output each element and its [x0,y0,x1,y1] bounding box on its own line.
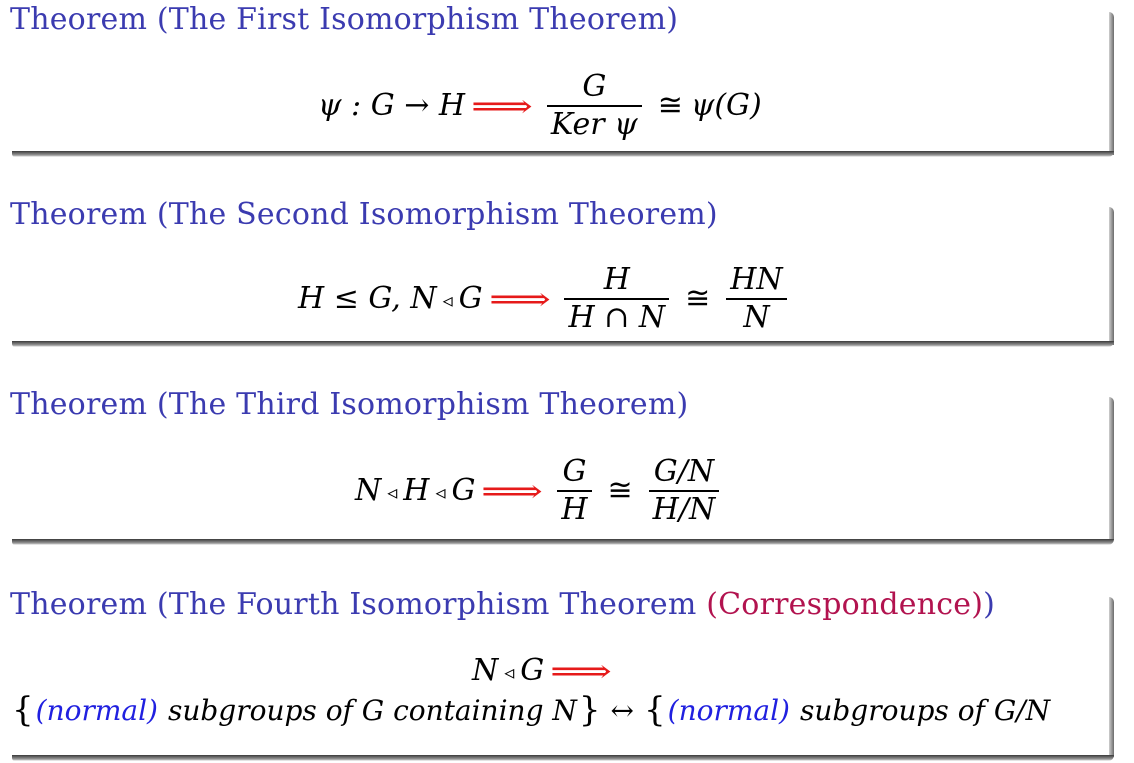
open-brace: { [644,690,666,730]
fraction-left [564,262,669,336]
theorem-title-second: Theorem (The Second Isomorphism Theorem) [10,197,718,232]
normal-subgroup-symbol: ◃ [435,480,446,504]
block-shadow-right [1109,12,1114,155]
formula-third [355,445,727,537]
implies-arrow: ⟹ [488,280,551,318]
block-shadow-right [1109,597,1114,757]
fraction-denominator: Ker ψ [550,107,638,142]
fraction-numerator: G [562,454,587,489]
normal-label: (normal) [35,693,158,727]
fraction-numerator: HN [730,262,783,297]
fraction-denominator: N [743,300,770,335]
theorem-block-fourth [0,585,1134,763]
theorem-block-third [0,385,1134,550]
formula-lhs: ψ : G → H [318,88,466,123]
theorem-block-first [0,0,1134,165]
normal-label: (normal) [667,693,790,727]
theorem-title-fourth [10,585,995,625]
fraction-denominator: H ∩ N [568,300,666,335]
fraction-left [557,454,591,528]
fraction-right [726,262,786,336]
formula-second [298,255,795,343]
implies-arrow: ⟹ [481,472,544,510]
fraction-numerator: G [582,69,607,104]
normal-subgroup-symbol: ◃ [504,660,515,684]
block-shadow-right [1109,207,1114,345]
fraction-right [649,454,720,528]
correspondence-line [10,690,1050,730]
formula-first [318,62,762,150]
theorem-title-correspondence: (Correspondence) [706,587,984,622]
formula-lhs: H ≤ G, N [298,281,437,316]
formula-fourth-top [472,651,618,691]
close-brace: } [578,690,601,730]
implies-arrow: ⟹ [471,87,533,125]
right-set-text: subgroups of G/N [799,693,1051,727]
theorem-title-third: Theorem (The Third Isomorphism Theorem) [10,387,689,422]
formula-b: G [520,653,545,688]
isomorphic-symbol: ≅ [685,281,711,316]
theorem-block-second [0,195,1134,355]
block-shadow-bottom [12,151,1114,157]
fraction-denominator: H [561,492,588,527]
block-shadow-bottom [12,755,1114,761]
fraction-denominator: H/N [652,492,716,527]
isomorphic-symbol: ≅ [607,473,633,508]
formula-c: G [451,473,476,508]
block-shadow-bottom [12,539,1114,545]
implies-arrow: ⟹ [550,652,613,690]
correspondence-arrow: ↔ [610,693,635,727]
fraction-numerator: H [603,262,630,297]
formula-b: H [403,473,430,508]
formula-rhs: ψ(G) [690,88,762,123]
fraction-numerator: G/N [653,454,715,489]
formula-a: N [355,473,382,508]
isomorphic-symbol: ≅ [657,88,683,123]
normal-subgroup-symbol: ◃ [387,480,398,504]
formula-a: N [472,653,499,688]
theorem-title-end: ) [983,587,996,622]
open-brace: { [12,690,34,730]
theorem-title-main: Theorem (The Fourth Isomorphism Theorem [10,587,707,622]
normal-subgroup-symbol: ◃ [442,288,453,312]
block-shadow-right [1109,397,1114,540]
left-set-text: subgroups of G containing N [167,693,577,727]
theorem-title-first: Theorem (The First Isomorphism Theorem) [10,2,679,37]
fraction [547,69,642,143]
formula-lhs-group: G [458,281,483,316]
